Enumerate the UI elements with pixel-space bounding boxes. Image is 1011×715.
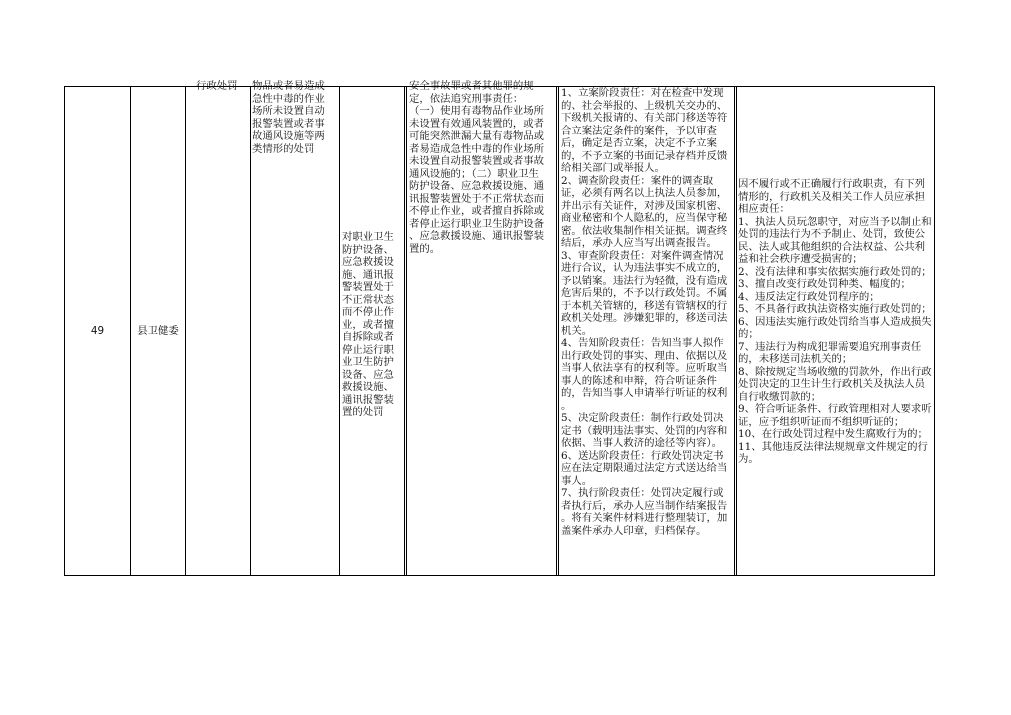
- department-cell: 县卫健委: [137, 325, 179, 337]
- sub-item-cell: 对职业卫生 防护设备、 应急救援设 施、通讯报 警装置处于 不正常状态 而不停止作 业，或者擅 自拆除或者 停止运行职 业卫生防护 设备、应急 救援设施、 通讯报警装 置的处罚: [342, 231, 394, 418]
- accountability-cell: 因不履行或不正确履行行政职责，有下列 情形的，行政机关及相关工作人员应承担 相应责任： 1、执法人员玩忽职守，对应当予以制止和 处罚的违法行为不予制止、处罚，致使公 民、法人或其他组织的合法权益、公共利 益和社会秩序遭受损害的； 2、没有法律和事实依据实施行政处罚的； 3、擅自改变行政处罚种类、幅度的； 4、违反法定行政处罚程序的； 5、不具备行政执法资格实施行政处罚的； 6、因违法实施行政处罚给当事人造成损失 的； 7、违法行为构成犯罪需要追究刑事责任 的，未移送司法机关的； 8、除按规定当场收缴的罚款外，作出行政 处罚决定的卫生计生行政机关及执法人员 自行收缴罚款的； 9、符合听证条件、行政管理相对人要求听 证，应予组织听证而不组织听证的； 10、在行政处罚过程中发生腐败行为的； 11、其他违反法律法规规章文件规定的行 为。: [738, 178, 932, 465]
- column-border: [404, 86, 405, 576]
- category-cell: 行政处罚: [196, 80, 238, 92]
- responsibilities-cell: 1、立案阶段责任：对在检查中发现 的、社会举报的、上级机关交办的、 下级机关报请的、有关部门移送等符 合立案法定条件的案件，予以审查 后，确定是否立案，决定不予立案 的，不予立案的书面记录存档并反馈 给相关部门或举报人。 2、调查阶段责任：案件的调查取 证，必须有两名以上执法人员参加， 并出示有关证件，对涉及国家机密、 商业秘密和个人隐私的，应当保守秘 密。依法收集制作相关证据。调查终 结后，承办人应当写出调查报告。 3、审查阶段责任：对案件调查情况 进行合议，认为违法事实不成立的， 予以销案。违法行为轻微，没有造成 危害后果的，不予以行政处罚。不属 于本机关管辖的，移送有管辖权的行 政机关处理。涉嫌犯罪的，移送司法 机关。 4、告知阶段责任：告知当事人拟作 出行政处罚的事实、理由、依据以及 当事人依法享有的权利等。应听取当 事人的陈述和申辩，符合听证条件 的，告知当事人申请举行听证的权利 。 5、决定阶段责任：制作行政处罚决 定书（载明违法事实、处罚的内容和 依据、当事人救济的途径等内容）。 6、送达阶段责任：行政处罚决定书 应在法定期限通过法定方式送达给当 事人。 7、执行阶段责任：处罚决定履行或 者执行后，承办人应当制作结案报告 。将有关案件材料进行整理装订，加 盖案件承办人印章，归档保存。: [561, 87, 728, 537]
- column-border: [339, 86, 340, 576]
- row-number: 49: [90, 325, 105, 337]
- table-row-bottom-border: [64, 575, 935, 576]
- column-border: [250, 86, 251, 576]
- column-border: [558, 86, 559, 576]
- column-border: [406, 86, 407, 576]
- column-border: [736, 86, 737, 576]
- legal-basis-cell: 安全事故罪或者其他罪的规 定，依法追究刑事责任： （一）使用有毒物品作业场所 未设置有效通风装置的，或者 可能突然泄漏大量有毒物品或 者易造成急性中毒的作业场所 未设置自动报警装置或者事故 通风设施的；（二）职业卫生 防护设备、应急救援设施、通 讯报警装置处于不正常状态而 不停止作业，或者擅自拆除或 者停止运行职业卫生防护设备 、应急救援设施、通讯报警装 置的。: [409, 80, 545, 255]
- item-name-cell: 物品或者易造成 急性中毒的作业 场所未设置自动 报警装置或者事 故通风设施等两 类情形的处罚: [252, 80, 325, 155]
